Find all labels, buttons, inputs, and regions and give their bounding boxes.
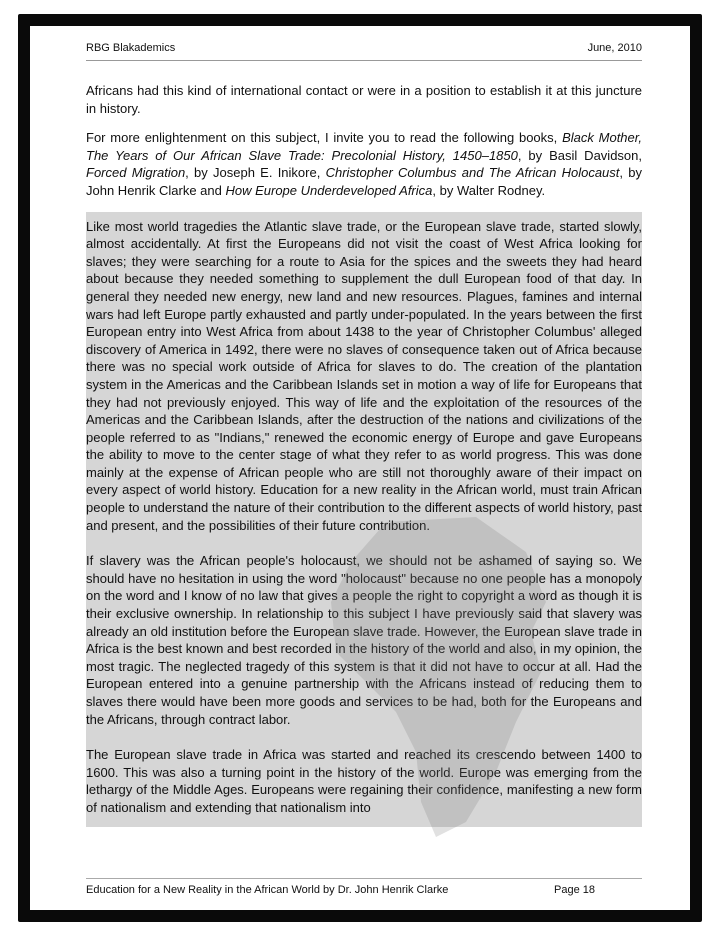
book-title-christopher-columbus: Christopher Columbus and The African Holocaust bbox=[325, 165, 620, 181]
paragraph-atlantic-trade: Like most world tragedies the Atlantic slave trade, or the European slave trade, started slowly, almost accidentally. At first the Europeans did not visit the coast of West Africa looking for slaves; they were searching for a route to Asia for the spices and the sweets they had heard about because they needed something to supplement the dull European food of that day. In general they needed new energy, new land and new resources. Plagues, famines and internal wars had left Europe partly exhausted and partly under-populated. In the years between the first European entry into West Africa from about 1438 to the year of Christopher Columbus' alleged discovery of America in 1492, there were no slaves of consequence taken out of Africa because there was no special work outside of Africa for slaves to do. The creation of the plantation system in the Americas and the Caribbean Islands set in motion a way of life for Europeans that they had not previously enjoyed. This way of life and the exploitation of the resources of the Americas and the Caribbean Islands, after the destruction of the nations and civilizations of the people referred to as "Indians," renewed the economic energy of Europe and gave Europeans the ability to move to the center stage of what they refer to as world progress. This was done mainly at the expense of African people who are still not thoroughly aware of their impact on every aspect of world history. Education for a new reality in the African world, must train African people to understand the nature of their contribution to the different aspects of world history, past and present, and the possibilities of their future contribution. bbox=[86, 218, 642, 533]
article-body bbox=[86, 82, 642, 827]
shaded-section bbox=[86, 212, 642, 827]
paragraph-holocaust: If slavery was the African people's holocaust, we should not be ashamed of saying so. We should have no hesitation in using the word "holocaust" because no one people has a monopoly on the word and I know of no law that gives a people the right to copyright a word as though it is their exclusive ownership. In relationship to this subject I have previously said that slavery was already an old institution before the European slave trade. However, the European slave trade in Africa is the best known and best recorded in the history of the world and also, in my opinion, the most tragic. The neglected tragedy of this system is that it did not have to occur at all. Had the European entered into a genuine partnership with the Africans instead of reducing them to slaves there would have been more goods and services to be had, both for the Europeans and the Africans, through contract labor. bbox=[86, 553, 642, 727]
book-title-black-mother: Black Mother, The Years of Our African Slave Trade: Precolonial History, 1450–1850 bbox=[86, 130, 642, 163]
author-rodney: , by Walter Rodney. bbox=[432, 182, 546, 198]
author-clarke: , by John Henrik Clarke and bbox=[86, 165, 642, 198]
author-davidson: , by Basil Davidson, bbox=[517, 147, 642, 163]
footer-title: Education for a New Reality in the African World by Dr. John Henrik Clarke bbox=[86, 884, 449, 896]
header-publisher: RBG Blakademics bbox=[86, 42, 176, 54]
paragraph-intro: Africans had this kind of international contact or were in a position to establish it at this juncture in history. bbox=[86, 83, 642, 116]
book-title-forced-migration: Forced Migration bbox=[86, 165, 186, 181]
paragraph-reading-list bbox=[86, 129, 642, 199]
author-inikore: , by Joseph E. Inikore, bbox=[185, 165, 326, 181]
header-date: June, 2010 bbox=[587, 42, 642, 54]
header-divider bbox=[86, 60, 642, 61]
footer-divider bbox=[86, 878, 642, 879]
footer-page-number: Page 18 bbox=[554, 884, 595, 896]
book-title-how-europe: How Europe Underdeveloped Africa bbox=[225, 182, 433, 198]
paragraph-crescendo: The European slave trade in Africa was started and reached its crescendo between 1400 to 1600. This was also a turning point in the history of the world. Europe was emerging from the lethargy of the Middle Ages. Europeans were regaining their confidence, manifesting a new form of nationalism and extending that nationalism into bbox=[86, 747, 642, 815]
reading-list-lead: For more enlightenment on this subject, I invite you to read the following books, bbox=[86, 130, 563, 146]
